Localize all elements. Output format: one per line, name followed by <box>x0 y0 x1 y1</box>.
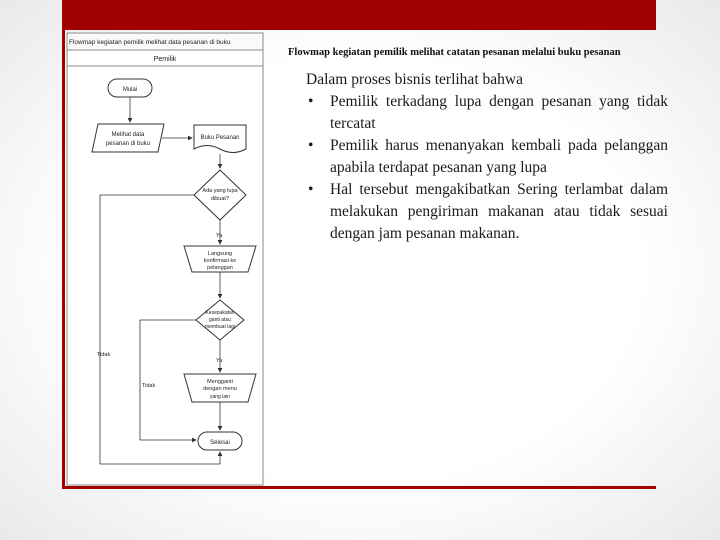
node-start-label: Mulai <box>122 87 138 93</box>
swimlane-label: Pemilik <box>153 56 177 63</box>
node-agreement-line3: membuat lagi <box>204 324 236 330</box>
label-ya-2: Ya <box>216 358 223 364</box>
bullet-list <box>306 91 668 245</box>
intro-text: Dalam proses bisnis terlihat bahwa <box>306 71 523 88</box>
label-ya-1: Ya <box>216 233 223 239</box>
bullet-symbol: • <box>308 137 314 154</box>
node-replace-line1: Mengganti <box>207 379 233 385</box>
node-replace-line3: yang lain <box>209 394 231 400</box>
bullet-symbol: • <box>308 93 314 110</box>
bottom-accent-line <box>62 486 656 489</box>
node-end-label: Selesai <box>210 440 230 446</box>
node-order-book-label: Buku Pesanan <box>200 135 240 141</box>
node-view-orders-line2: pesanan di buku <box>105 141 151 147</box>
label-tidak-2: Tidak <box>142 383 156 389</box>
node-confirm-line1: Langsung <box>207 251 233 257</box>
flowchart-title: Flowmap kegiatan pemilik melihat data pesanan di buku <box>69 39 231 46</box>
node-view-orders-line1: Melihat data <box>111 132 145 138</box>
bullet-text: Hal tersebut mengakibatkan Sering terlambat dalam melakukan pengiriman makanan atau tidak sesuai dengan jam pesanan makanan. <box>330 181 668 242</box>
label-tidak-1: Tidak <box>97 352 111 358</box>
slide-title: Flowmap kegiatan pemilik melihat catatan pesanan melalui buku pesanan <box>288 47 621 58</box>
flowchart-panel <box>66 32 264 486</box>
node-decision-line2: dibuat? <box>210 196 230 202</box>
node-confirm-line3: pelanggan <box>207 265 233 271</box>
bullet-text: Pemilik terkadang lupa dengan pesanan yang tidak tercatat <box>330 93 668 132</box>
bullet-text: Pemilik harus menanyakan kembali pada pelanggan apabila terdapat pesanan yang lupa <box>330 137 668 176</box>
node-confirm-line2: konfirmasi ke <box>203 258 237 264</box>
node-decision-line1: Ada yang lupa <box>202 188 238 194</box>
flowchart-svg <box>66 32 264 486</box>
node-replace-line2: dengan menu <box>203 386 237 392</box>
bullet-item <box>306 179 668 245</box>
node-agreement-line2: ganti atau <box>209 317 231 323</box>
node-agreement-line1: Kesepakatan <box>205 310 235 316</box>
top-accent-bar <box>62 0 656 30</box>
node-view-orders <box>92 124 164 152</box>
slide-content <box>306 69 668 245</box>
edge-decision-no <box>100 195 220 464</box>
left-accent-rule <box>62 30 65 488</box>
node-decision <box>194 170 246 220</box>
bullet-symbol: • <box>308 181 314 198</box>
bullet-item <box>306 135 668 179</box>
bullet-item <box>306 91 668 135</box>
